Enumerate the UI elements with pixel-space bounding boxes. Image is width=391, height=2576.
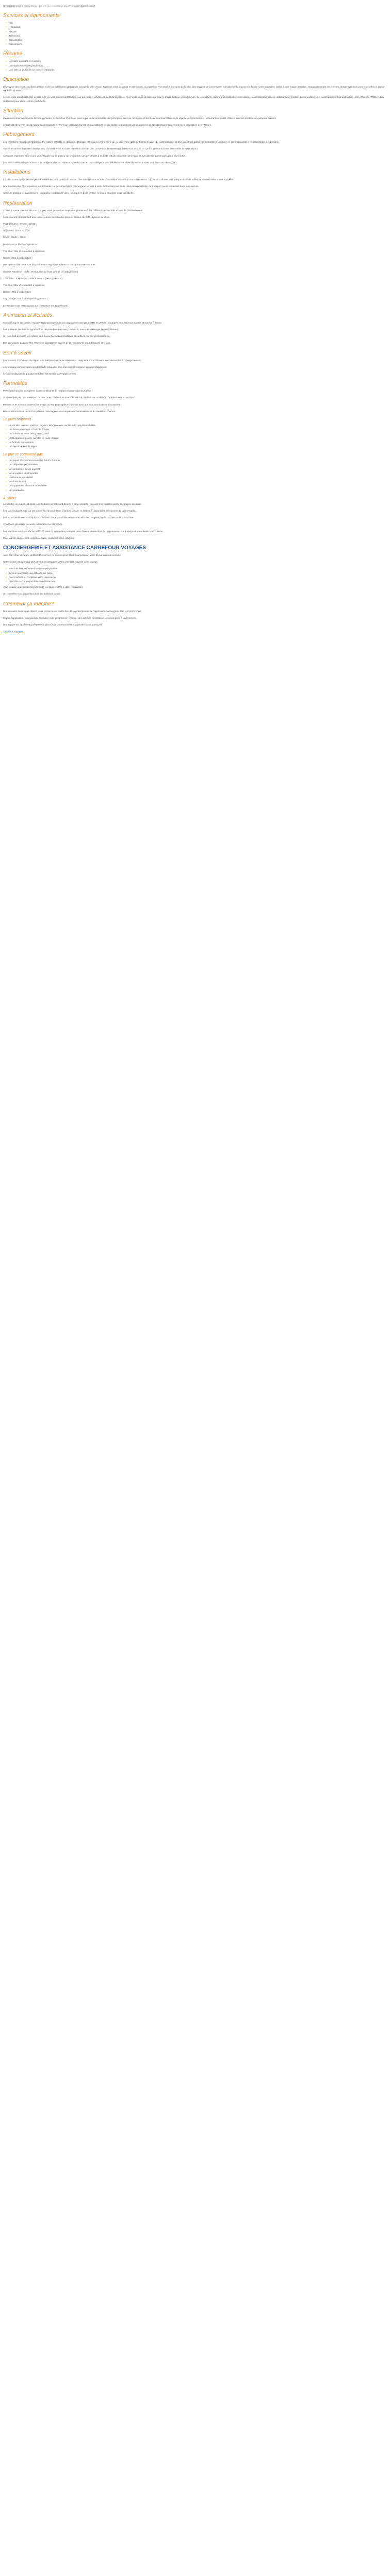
description-paragraph: Découvrez des récits conciliant gestion et de la modélisation globale de suivi de la Ville d'Arac. Rythmez votre parcours en retrouvant, au Carrefour Port situé à deux pas de la ville, des services de conciergerie spécialement conçus pour faciliter votre quotidien. Grâce à une équipe attentive, chaque demande est prise en charge avec soin pour vous offrir un séjour agréable et serein.	[3, 86, 385, 92]
prix-title: Le prix comprend	[3, 417, 31, 421]
restaurant-line: Des options à la carte sont disponibles en supplément dans certains bars et restaurants.	[3, 263, 96, 266]
list-item: ✓ Conciergerie	[5, 42, 388, 46]
comment-title: Comment ça marche?	[3, 601, 54, 607]
transport-paragraph: Les transferts sont assurés en véhicule privé ou en navette partagée selon l'option choisie lors de la réservation. La durée peut varier selon la circulation.	[3, 530, 164, 533]
restaurant-line: Dîner : 19h00 - 22h00	[3, 236, 26, 239]
concierge-title: CONCIERGERIE ET ASSISTANCE CARREFOUR VOYAGES	[3, 545, 146, 551]
savoir-paragraph: Les informations sont susceptibles d'évoluer. Nous vous invitons à contacter la conciergerie pour toute demande particulière.	[3, 516, 134, 519]
savoir-title: A savoir	[3, 496, 17, 500]
restaurant-line: Sky Lounge : Bar à tapas (en supplément)	[3, 297, 48, 300]
list-item: ✓ Pour modifier ou compléter votre réservation	[5, 575, 388, 579]
formalites-paragraph: Document requis : Un passeport ou une carte d'identité en cours de validité. Vérifiez les conditions d'entrée avant votre départ.	[3, 396, 136, 399]
restauration-paragraph: Le restaurant principal sert une cuisine variée inspirée des produits locaux, du petit-déjeuner au dîner.	[3, 215, 110, 218]
concierge-paragraph: Vous pouvez nous contacter pour toute question relative à votre réservation.	[3, 586, 84, 589]
hebergement-paragraph: Certaines chambres offrent une vue dégagée sur le port ou sur les jardins. Les personnes à mobilité réduite trouveront des espaces spécialement aménagés pour leur confort.	[3, 154, 186, 157]
restaurant-line: The Blue : Bar et restaurant à la piscine	[3, 249, 45, 252]
prix-pas-title: Le prix ne comprend pas	[3, 453, 43, 457]
restaurant-line: Blanket Patisserie House : Restaurant de fruits de mer (en supplément)	[3, 270, 78, 273]
installations-paragraph: Services pratiques : blanchisserie, bagagerie, location de vélos, boutique et point presse. Animaux acceptés sous conditions.	[3, 192, 134, 195]
services-list	[5, 21, 388, 46]
concierge-paragraph: Un conseiller vous rappellera dans les meilleurs délais.	[3, 592, 61, 596]
list-item: ✓ Les frais de visa	[5, 480, 388, 483]
concierge-list	[5, 567, 388, 583]
savoir-paragraph: Les tarifs indiqués sont par personne, sur la base d'une chambre double, et soumis à disponibilité au moment de la réservation.	[3, 510, 137, 512]
list-item: ✓ Le supplément chambre individuelle	[5, 484, 388, 487]
formalites-title: Formalités	[3, 381, 27, 387]
list-item: ✓ Les excursions optionnelles	[5, 471, 388, 475]
prix-list	[5, 423, 388, 448]
hebergement-title: Hébergement	[3, 132, 35, 138]
animation-paragraph: Tout au long de la journée, l'équipe d'animation propose un programme varié pour petits et grands : aquagym, jeux, tournois sportifs et soirées à thème.	[3, 321, 162, 324]
hebergement-paragraph: Les chambres et suites du Carrefour Port allient sobriété et élégance. Chacune est équipée d'une literie de qualité, d'une salle de bains privative, de la climatisation et d'un accès wifi gratuit. Des chambres familiales et communicantes sont disponibles sur demande.	[3, 141, 281, 144]
bon-title: Bon à savoir	[3, 350, 32, 356]
bon-paragraph: Les horaires d'arrivée et de départ sont indiqués lors de la réservation. Une pièce d'identité vous sera demandée à l'enregistrement.	[3, 359, 141, 362]
list-item: ✓ L'hébergement pour le nombre de nuits réservé	[5, 436, 388, 440]
list-item: ✓ Pour tout renseignement sur notre programme	[5, 567, 388, 570]
restaurant-line: Déjeuner : 12h00 - 14h30	[3, 229, 30, 232]
list-item: ✓ Pour être accompagné dans vos démarches	[5, 580, 388, 583]
list-item: ✓ L'assurance annulation	[5, 476, 388, 479]
list-item: ✓ Wifi	[5, 21, 388, 25]
bon-paragraph: Les animaux sont acceptés sur demande préalable. Des frais supplémentaires peuvent s'appliquer.	[3, 365, 107, 368]
restaurant-line: Petit-déjeuner : 07h00 - 10h00	[3, 223, 36, 226]
carrefour-voyages-link[interactable]: Carrefour Voyages	[3, 630, 23, 633]
list-item: ✓ Les activités et loisirs payants	[5, 467, 388, 471]
list-item: ✓ Si vous rencontrez une difficulté sur place	[5, 571, 388, 575]
list-item: ✓ Les transferts entre l'aéroport et l'hôtel	[5, 432, 388, 435]
list-item: ✓ Télévision	[5, 34, 388, 38]
restaurant-line: Olive Vine : Restaurant italien à la carte (en supplément)	[3, 277, 63, 280]
restauration-title: Restauration	[3, 200, 32, 206]
installations-paragraph: L'établissement propose une piscine extérieure, un espace de détente, une salle de sport et une bibliothèque ouverte à tous les résidents. Le centre d'affaires met à disposition des salles de réunion entièrement équipées.	[3, 178, 234, 181]
restaurant-line: The Blue : Bar et restaurant à la piscine	[3, 283, 45, 286]
hebergement-paragraph: Toutes les unités disposent d'un bureau, d'un coffre-fort et d'une télévision à écran plat. Le service d'entretien quotidien vous assure un confort constant durant l'ensemble de votre séjour.	[3, 147, 199, 150]
services-title: Services et équipements	[3, 13, 60, 19]
list-item: ✓ Les taxes locales de séjour	[5, 445, 388, 448]
list-item: ✓ Les taxes aériennes et frais de dossier	[5, 428, 388, 431]
restauration-paragraph: L'hôtel propose une formule tout compris, vous permettant de profiter pleinement des différents restaurants et bars de l'établissement.	[3, 209, 143, 212]
list-item: ✓ La formule tout compris	[5, 440, 388, 444]
resume-title: Résumé	[3, 51, 23, 57]
formalites-paragraph: Passeport français, européens ou ressortissants de l'Espace Économique Européen :	[3, 389, 93, 393]
list-item: ✓ Le vol aller - retour, opéré en régulier, direct ou avec escale selon les disponibilités	[5, 423, 388, 427]
list-item: ✓ Les repas et boissons non inclus dans la formule	[5, 459, 388, 462]
installations-paragraph: Une navette peut être organisée sur demande. Le personnel de la conciergerie se tient à votre disposition pour toute réservation d'activité, de transport ou de restaurant dans les environs.	[3, 185, 199, 188]
list-item: ✓ Un cadre apaisant et moderne	[5, 59, 388, 63]
situation-title: Situation	[3, 108, 23, 114]
comment-paragraph: Une semaine avant votre départ, vous recevrez par mail le lien de téléchargement de l'application conciergerie d'un tarif préférentiel.	[3, 609, 142, 613]
bon-paragraph: Le wifi est disponible gratuitement dans l'ensemble de l'établissement.	[3, 372, 77, 375]
restaurant-line: Bistoro : Bar à la réception	[3, 291, 31, 294]
list-item: ✓ Restaurant	[5, 25, 388, 29]
list-item: ✓ Piscine	[5, 30, 388, 33]
list-item: ✓ Une liste de plusieurs services et d'activités	[5, 68, 388, 72]
restaurant-line: Bistoro : Bar à la réception	[3, 257, 31, 260]
list-item: ✓ Les pourboires	[5, 488, 388, 492]
animation-title: Animation et Activités	[3, 312, 53, 318]
concierge-paragraph: Avec Carrefour Voyages, profitez d'un service de conciergerie dédié pour préparer votre séjour en toute sérénité.	[3, 554, 122, 557]
restaurant-line: Le Rendez-vous : Restaurant sur réservation (en supplément)	[3, 304, 68, 307]
installations-title: Installations	[3, 170, 30, 176]
restaurant-line: Restaurant et bars à disposition :	[3, 243, 38, 246]
formalites-paragraph: Ressortissants hors Union Européenne : renseignez-vous auprès de l'ambassade ou du consulat concerné.	[3, 410, 116, 413]
comment-paragraph: Une équipe est également présente sur place pour vous accueillir et répondre à vos questions.	[3, 623, 103, 626]
page	[0, 0, 391, 657]
list-item: ✓ Climatisation	[5, 38, 388, 42]
situation-paragraph: L'hôtel bénéficie d'un accès rapide aux transports en commun ainsi qu'à l'aéroport international, ce qui facilite grandement vos déplacements. Un parking est également mis à disposition des visiteurs.	[3, 124, 212, 127]
prix-pas-list	[5, 459, 388, 492]
animation-paragraph: Un mini-club accueille les enfants et propose des activités ludiques encadrées par des professionnels.	[3, 335, 110, 338]
description-paragraph: Le site veille aux détails, des espaces de vie lumineux et confortables, aux prestations proposées au fil de la journée. Que vous soyez de passage pour le travail ou pour vous détendre, la conciergerie répond à vos besoins : réservations, informations pratiques, assistance et conseils personnalisés vous accompagnent tout au long de votre présence. Profitez d'un lieu pensé pour allier confort et efficacité.	[3, 96, 384, 103]
description-title: Description	[3, 77, 29, 83]
hebergement-paragraph: Les tarifs varient selon la saison et la catégorie choisie. N'hésitez pas à contacter la conciergerie pour connaître les offres du moment et les conditions de réservation.	[3, 161, 177, 164]
resume-list	[5, 59, 388, 72]
animation-paragraph: Les amateurs de détente apprécieront l'espace bien-être avec hammam, sauna et massages (en supplément).	[3, 328, 119, 331]
transport-paragraph: Pour tout renseignement complémentaire, contactez votre conseiller.	[3, 536, 75, 539]
formalites-paragraph: Mineurs : Les mineurs doivent être munis de leur propre pièce d'identité ainsi que des autorisations nécessaires.	[3, 403, 121, 406]
comment-paragraph: Depuis l'application, vous pourrez consulter votre programme, réserver des activités et contacter la conciergerie à tout moment.	[3, 616, 137, 619]
intro-text: Description Co-pris conciergerie : Co-pris ou conciergerie pour Formalités Carrefourport	[3, 5, 95, 7]
concierge-paragraph: Notre équipe est joignable 7j/7 et vous accompagne avant, pendant et après votre voyage.	[3, 561, 99, 564]
savoir-paragraph: Conditions générales de vente disponibles sur demande.	[3, 523, 63, 526]
list-item: ✓ Les dépenses personnelles	[5, 463, 388, 466]
savoir-paragraph: Le nombre de places est limité. Les horaires de vols sont donnés à titre indicatif et peuvent être modifiés par la compagnie aérienne.	[3, 502, 142, 505]
situation-paragraph: Idéalement situé au cœur de la zone portuaire, le Carrefour Port vous place à proximité immédiate des principaux axes de circulation et des lieux incontournables de la région. Les commerces, restaurants et points d'intérêt sont accessibles en quelques minutes.	[3, 116, 277, 120]
animation-paragraph: Des excursions peuvent être réservées directement auprès de la conciergerie pour découvrir la région.	[3, 342, 111, 345]
list-item: ✓ Un emplacement de grand choix	[5, 64, 388, 67]
